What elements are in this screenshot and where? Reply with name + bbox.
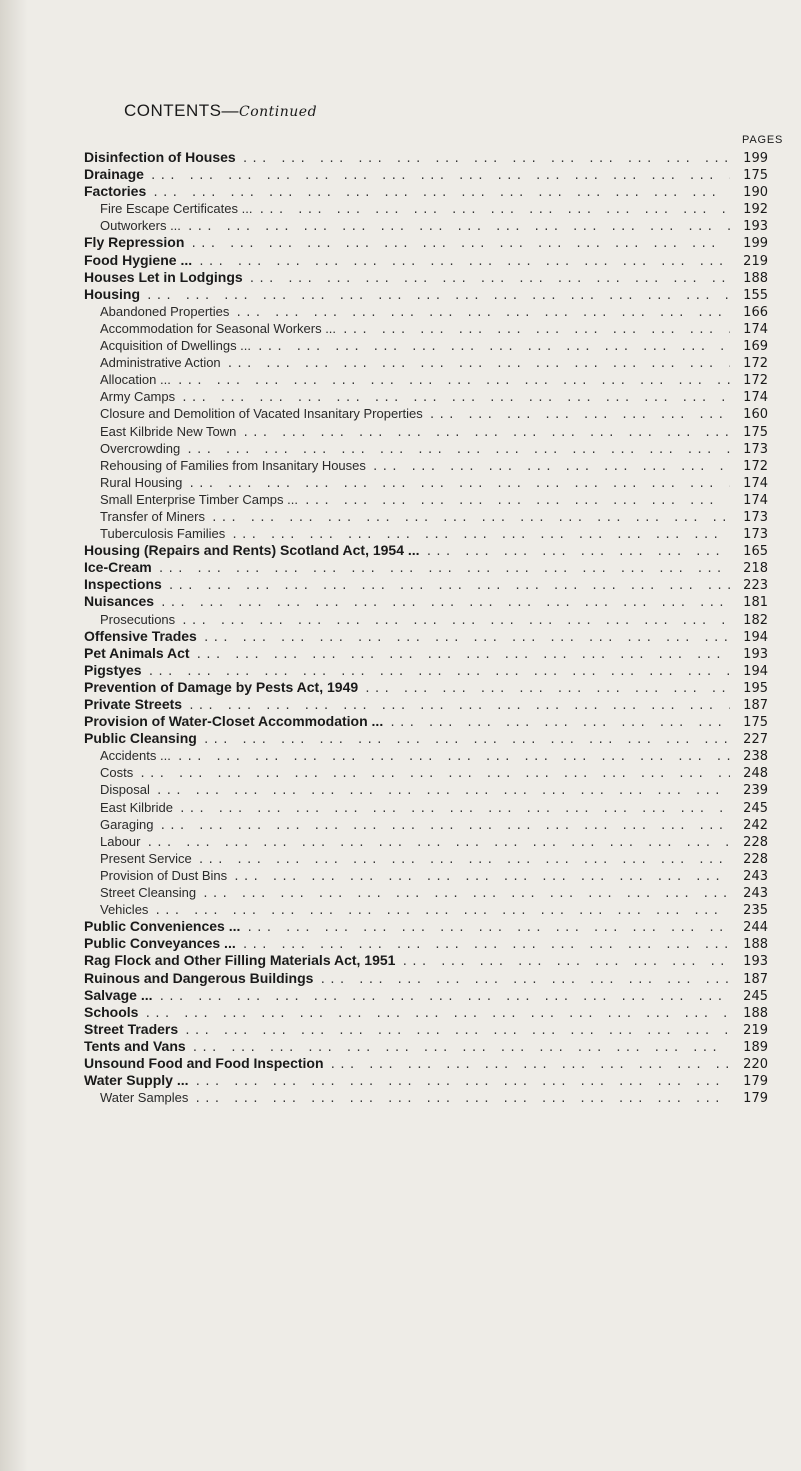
dot-leader [242, 150, 730, 166]
entry-page-number: 243 [743, 886, 768, 902]
dot-leader [158, 988, 730, 1004]
entry-page-number: 194 [743, 629, 768, 645]
entry-page-number: 248 [743, 766, 768, 782]
entry-label: Tuberculosis Families [100, 526, 226, 542]
dot-leader [227, 355, 730, 371]
entry-label: Pet Animals Act [84, 644, 190, 661]
entry-label: East Kilbride New Town [100, 423, 237, 439]
entry-page-number: 174 [743, 475, 768, 491]
entry-page-number: 242 [743, 817, 768, 833]
entry-label: Nuisances [84, 593, 155, 610]
dot-leader [198, 253, 730, 269]
dot-leader [168, 577, 730, 593]
contents-subentry [84, 457, 768, 474]
entry-page-number: 179 [743, 1091, 768, 1107]
contents-subentry [84, 781, 768, 798]
contents-subentry [84, 423, 768, 440]
entry-label: Fire Escape Certificates ... [100, 201, 253, 217]
entry-label: Housing [84, 285, 140, 302]
contents-subentry [84, 901, 768, 918]
dot-leader [372, 458, 730, 474]
entry-page-number: 172 [743, 458, 768, 474]
entry-page-number: 175 [743, 168, 768, 184]
entry-page-number: 182 [743, 612, 768, 628]
dot-leader [160, 594, 730, 610]
entry-label: Acquisition of Dwellings ... [100, 338, 252, 354]
entry-page-number: 175 [743, 715, 768, 731]
contents-subentry [84, 833, 768, 850]
dot-leader [187, 218, 730, 234]
entry-page-number: 193 [743, 219, 768, 235]
entry-label: Costs [100, 765, 134, 781]
entry-label: Inspections [84, 576, 162, 593]
dot-leader [257, 338, 730, 354]
contents-entry [84, 166, 768, 183]
contents-subentry [84, 764, 768, 781]
entry-label: Disposal [100, 782, 150, 798]
dot-leader [242, 424, 730, 440]
contents-subentry [84, 525, 768, 542]
dot-leader [196, 646, 730, 662]
entry-label: Tents and Vans [84, 1037, 186, 1054]
entry-page-number: 190 [743, 185, 768, 201]
dot-leader [198, 851, 730, 867]
entry-page-number: 199 [743, 236, 768, 252]
entry-label: Disinfection of Houses [84, 149, 236, 165]
entry-page-number: 219 [743, 1022, 768, 1038]
contents-entry [84, 559, 768, 576]
dot-leader [181, 389, 730, 405]
contents-entry [84, 542, 768, 559]
contents-entry [84, 987, 768, 1004]
entry-page-number: 188 [743, 937, 768, 953]
entry-label: Fly Repression [84, 234, 185, 251]
contents-entry [84, 576, 768, 593]
entry-label: Unsound Food and Food Inspection [84, 1054, 324, 1071]
contents-subentry [84, 217, 768, 234]
contents-subentry [84, 200, 768, 217]
dot-leader [249, 270, 730, 286]
dot-leader [190, 235, 730, 251]
dot-leader [233, 868, 730, 884]
dot-leader [181, 612, 730, 628]
entry-page-number: 235 [743, 903, 768, 919]
contents-subentry [84, 1089, 768, 1106]
contents-entry [84, 970, 768, 987]
dot-leader [203, 629, 730, 645]
dot-leader [146, 834, 730, 850]
dot-leader [152, 184, 730, 200]
entry-label: Garaging [100, 816, 154, 832]
dot-leader [144, 1005, 730, 1021]
contents-subentry [84, 320, 768, 337]
entry-page-number: 155 [743, 287, 768, 303]
entry-label: Offensive Trades [84, 627, 197, 644]
entry-page-number: 173 [743, 441, 768, 457]
entry-page-number: 195 [743, 680, 768, 696]
contents-entry [84, 713, 768, 730]
dot-leader [146, 287, 730, 303]
entry-page-number: 189 [743, 1039, 768, 1055]
entry-label: Prosecutions [100, 611, 176, 627]
entry-label: Allocation ... [100, 372, 171, 388]
dot-leader [177, 748, 730, 764]
entry-label: Factories [84, 183, 147, 200]
dot-leader [246, 919, 730, 935]
dot-leader [186, 441, 730, 457]
entry-page-number: 166 [743, 304, 768, 320]
entry-page-number: 174 [743, 321, 768, 337]
entry-page-number: 194 [743, 663, 768, 679]
contents-subentry [84, 799, 768, 816]
dot-leader [139, 765, 730, 781]
entry-label: Food Hygiene ... [84, 251, 193, 268]
page-edge-shadow [0, 0, 28, 1471]
entry-page-number: 173 [743, 509, 768, 525]
entry-page-number: 227 [743, 732, 768, 748]
contents-entry [84, 662, 768, 679]
entry-label: Transfer of Miners [100, 508, 205, 524]
entry-label: Rag Flock and Other Filling Materials Act, 1951 [84, 952, 396, 969]
contents-entry [84, 952, 768, 969]
entry-page-number: 181 [743, 595, 768, 611]
dot-leader [429, 406, 730, 422]
dot-leader [154, 902, 730, 918]
contents-subentry [84, 884, 768, 901]
entry-page-number: 179 [743, 1074, 768, 1090]
entry-label: Provision of Water-Closet Accommodation ... [84, 713, 384, 730]
entry-label: Present Service [100, 850, 192, 866]
entry-label: Schools [84, 1003, 139, 1020]
contents-subentry [84, 816, 768, 833]
entry-page-number: 243 [743, 868, 768, 884]
contents-entry [84, 935, 768, 952]
entry-label: Public Cleansing [84, 730, 197, 747]
entry-label: Prevention of Damage by Pests Act, 1949 [84, 678, 359, 695]
entry-page-number: 220 [743, 1056, 768, 1072]
entry-label: Army Camps [100, 389, 176, 405]
entry-page-number: 244 [743, 920, 768, 936]
dot-leader [258, 201, 730, 217]
dot-leader [188, 697, 730, 713]
contents-entry [84, 1004, 768, 1021]
contents-subentry [84, 405, 768, 422]
contents-subentry [84, 337, 768, 354]
contents-title: CONTENTS— [124, 101, 239, 120]
dot-leader [195, 1073, 731, 1089]
entry-page-number: 219 [743, 253, 768, 269]
dot-leader [304, 492, 730, 508]
entry-label: Abandoned Properties [100, 303, 230, 319]
entry-page-number: 228 [743, 834, 768, 850]
entry-label: Rehousing of Families from Insanitary Houses [100, 457, 366, 473]
entry-page-number: 245 [743, 988, 768, 1004]
contents-subentry [84, 474, 768, 491]
entry-label: Accidents ... [100, 748, 171, 764]
contents-entry [84, 1072, 768, 1089]
contents-entry [84, 645, 768, 662]
dot-leader [148, 663, 730, 679]
continued-label: Continued [239, 104, 318, 120]
contents-subentry [84, 354, 768, 371]
contents-entry [84, 1055, 768, 1072]
entry-label: Private Streets [84, 696, 183, 712]
dot-leader [158, 560, 730, 576]
entry-label: Street Cleansing [100, 885, 197, 901]
entry-label: Ruinous and Dangerous Buildings [84, 969, 314, 986]
contents-entry [84, 628, 768, 645]
entry-label: Public Conveyances ... [84, 935, 236, 952]
dot-leader [192, 1039, 730, 1055]
contents-subentry [84, 440, 768, 457]
entry-page-number: 239 [743, 783, 768, 799]
entry-label: Accommodation for Seasonal Workers ... [100, 320, 337, 336]
entry-page-number: 192 [743, 202, 768, 218]
contents-subentry [84, 508, 768, 525]
dot-leader [202, 885, 730, 901]
contents-entry [84, 286, 768, 303]
dot-leader [426, 543, 730, 559]
contents-subentry [84, 371, 768, 388]
dot-leader [188, 475, 730, 491]
entry-page-number: 245 [743, 800, 768, 816]
entry-label: Overcrowding [100, 440, 181, 456]
contents-subentry [84, 611, 768, 628]
contents-entry [84, 234, 768, 251]
entry-page-number: 174 [743, 492, 768, 508]
entry-page-number: 228 [743, 851, 768, 867]
dot-leader [194, 1090, 730, 1106]
contents-entry [84, 149, 768, 166]
dot-leader [150, 167, 730, 183]
entry-label: Administrative Action [100, 355, 221, 371]
entry-page-number: 188 [743, 270, 768, 286]
entry-label: Housing (Repairs and Rents) Scotland Act, 1954 ... [84, 542, 420, 559]
entry-page-number: 218 [743, 561, 768, 577]
contents-subentry [84, 867, 768, 884]
entry-label: Closure and Demolition of Vacated Insanitary Properties [100, 406, 423, 422]
entry-page-number: 193 [743, 954, 768, 970]
contents-subentry [84, 388, 768, 405]
contents-entry [84, 918, 768, 935]
dot-leader [231, 526, 730, 542]
entry-page-number: 193 [743, 646, 768, 662]
entry-label: Outworkers ... [100, 218, 181, 234]
dot-leader [156, 782, 730, 798]
contents-entry [84, 593, 768, 610]
entry-page-number: 187 [743, 698, 768, 713]
entry-page-number: 187 [743, 971, 768, 987]
entry-page-number: 199 [743, 151, 768, 166]
entry-label: Houses Let in Lodgings [84, 268, 243, 285]
contents-subentry [84, 850, 768, 867]
contents-entry [84, 730, 768, 747]
entry-page-number: 165 [743, 544, 768, 560]
dot-leader [342, 321, 730, 337]
entry-label: Ice-Cream [84, 559, 152, 576]
entry-page-number: 172 [743, 356, 768, 372]
dot-leader [211, 509, 730, 525]
dot-leader [184, 1022, 730, 1038]
contents-subentry [84, 747, 768, 764]
dot-leader [242, 936, 730, 952]
dot-leader [319, 971, 730, 987]
contents-entry [84, 696, 768, 713]
entry-label: Water Samples [100, 1090, 189, 1106]
contents-list [84, 149, 768, 1106]
entry-page-number: 172 [743, 373, 768, 389]
entry-page-number: 223 [743, 578, 768, 594]
entry-label: Labour [100, 833, 141, 849]
entry-label: Provision of Dust Bins [100, 867, 228, 883]
dot-leader [330, 1056, 730, 1072]
entry-page-number: 175 [743, 424, 768, 440]
dot-leader [203, 731, 730, 747]
contents-heading [124, 101, 317, 121]
contents-entry [84, 269, 768, 286]
dot-leader [177, 372, 730, 388]
entry-label: Drainage [84, 166, 144, 183]
entry-label: Street Traders [84, 1020, 179, 1037]
entry-label: Salvage ... [84, 986, 153, 1003]
entry-page-number: 160 [743, 407, 768, 423]
entry-label: Water Supply ... [84, 1072, 189, 1089]
contents-subentry [84, 303, 768, 320]
entry-page-number: 169 [743, 339, 768, 355]
entry-page-number: 188 [743, 1005, 768, 1021]
entry-label: Public Conveniences ... [84, 918, 241, 935]
dot-leader [401, 953, 730, 969]
contents-entry [84, 1021, 768, 1038]
contents-subentry [84, 491, 768, 508]
entry-label: Rural Housing [100, 474, 183, 490]
contents-entry [84, 679, 768, 696]
entry-page-number: 173 [743, 527, 768, 543]
dot-leader [159, 817, 730, 833]
contents-entry [84, 183, 768, 200]
entry-label: East Kilbride [100, 799, 173, 815]
entry-label: Pigstyes [84, 661, 142, 678]
entry-page-number: 238 [743, 749, 768, 765]
entry-label: Vehicles [100, 902, 149, 918]
pages-column-header: PAGES [742, 134, 784, 146]
contents-entry [84, 252, 768, 269]
dot-leader [364, 680, 730, 696]
dot-leader [179, 800, 730, 816]
entry-label: Small Enterprise Timber Camps ... [100, 491, 298, 507]
contents-entry [84, 1038, 768, 1055]
dot-leader [235, 304, 730, 320]
entry-page-number: 174 [743, 390, 768, 406]
dot-leader [389, 714, 730, 730]
